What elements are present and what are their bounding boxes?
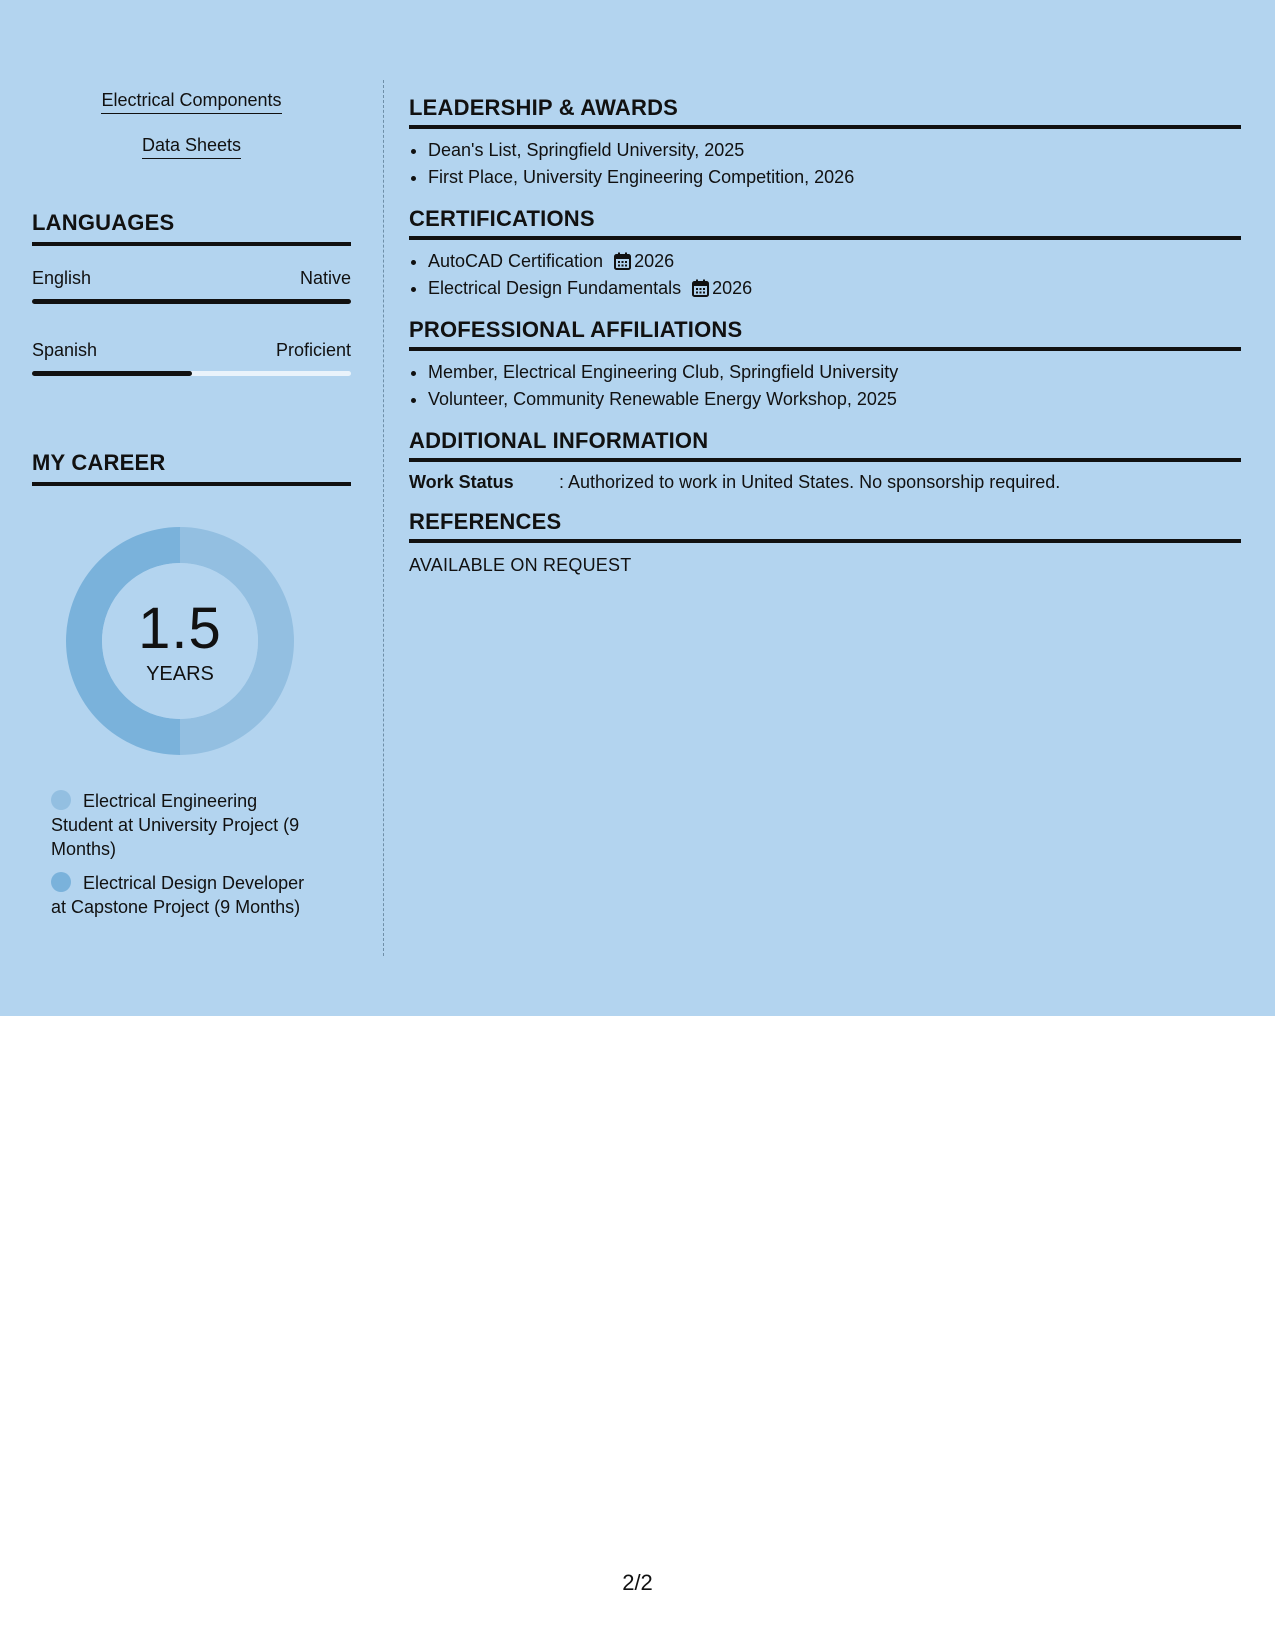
career-legend-item [51,871,321,919]
list-item: • Volunteer, Community Renewable Energy Workshop, 2025 [428,386,1241,413]
language-bar-fill [32,371,192,376]
language-row-english [32,267,351,289]
list-item: • First Place, University Engineering Competition, 2026 [428,164,1241,191]
language-level: Proficient [275,340,351,360]
skill-link-row [32,134,351,159]
career-legend [32,789,321,919]
language-row-spanish [32,339,351,361]
sidebar [32,80,351,929]
skill-link-electrical-components[interactable]: Electrical Components [101,89,281,114]
certification-name: Electrical Design Fundamentals [428,278,682,298]
additional-info-heading: ADDITIONAL INFORMATION [409,427,1241,462]
language-name: English [32,268,92,288]
career-legend-label: Electrical Design Developer at Capstone Project (9 Months) [51,873,305,917]
career-total-unit: YEARS [146,663,214,685]
list-item: • Dean's List, Springfield University, 2025 [428,137,1241,164]
calendar-icon [692,279,709,297]
references-text: AVAILABLE ON REQUEST [409,555,632,575]
affiliations-heading: PROFESSIONAL AFFILIATIONS [409,316,1241,351]
skill-link-data-sheets[interactable]: Data Sheets [142,134,241,159]
list-item [428,275,1241,302]
calendar-icon [614,252,631,270]
career-total-value: 1.5 [138,596,222,661]
leadership-list [409,137,1241,191]
language-level: Native [299,268,351,288]
main-content [409,80,1241,577]
certification-year: 2026 [712,278,753,298]
work-status-row [409,470,1241,494]
skill-link-row [32,89,351,114]
languages-heading: LANGUAGES [32,209,351,246]
list-item: • Member, Electrical Engineering Club, Springfield University [428,359,1241,386]
language-bar-english [32,299,351,304]
career-heading: MY CAREER [32,449,351,486]
legend-dot-icon [51,872,71,892]
affiliations-list [409,359,1241,413]
page-number: 2/2 [622,1570,653,1595]
certification-name: AutoCAD Certification [428,251,604,271]
work-status-value: : Authorized to work in United States. No sponsorship required. [559,472,1061,492]
column-divider [383,80,384,956]
career-donut-chart [66,527,294,755]
work-status-label: Work Status [409,472,514,492]
list-item [428,248,1241,275]
certifications-list [409,248,1241,302]
donut-center [66,527,294,755]
certification-year: 2026 [634,251,675,271]
language-name: Spanish [32,340,98,360]
language-bar-fill [32,299,351,304]
certifications-heading: CERTIFICATIONS [409,205,1241,240]
career-legend-label: Electrical Engineering Student at University Project (9 Months) [51,791,300,859]
career-legend-item [51,789,321,861]
references-heading: REFERENCES [409,508,1241,543]
leadership-heading: LEADERSHIP & AWARDS [409,94,1241,129]
legend-dot-icon [51,790,71,810]
language-bar-spanish [32,371,351,376]
